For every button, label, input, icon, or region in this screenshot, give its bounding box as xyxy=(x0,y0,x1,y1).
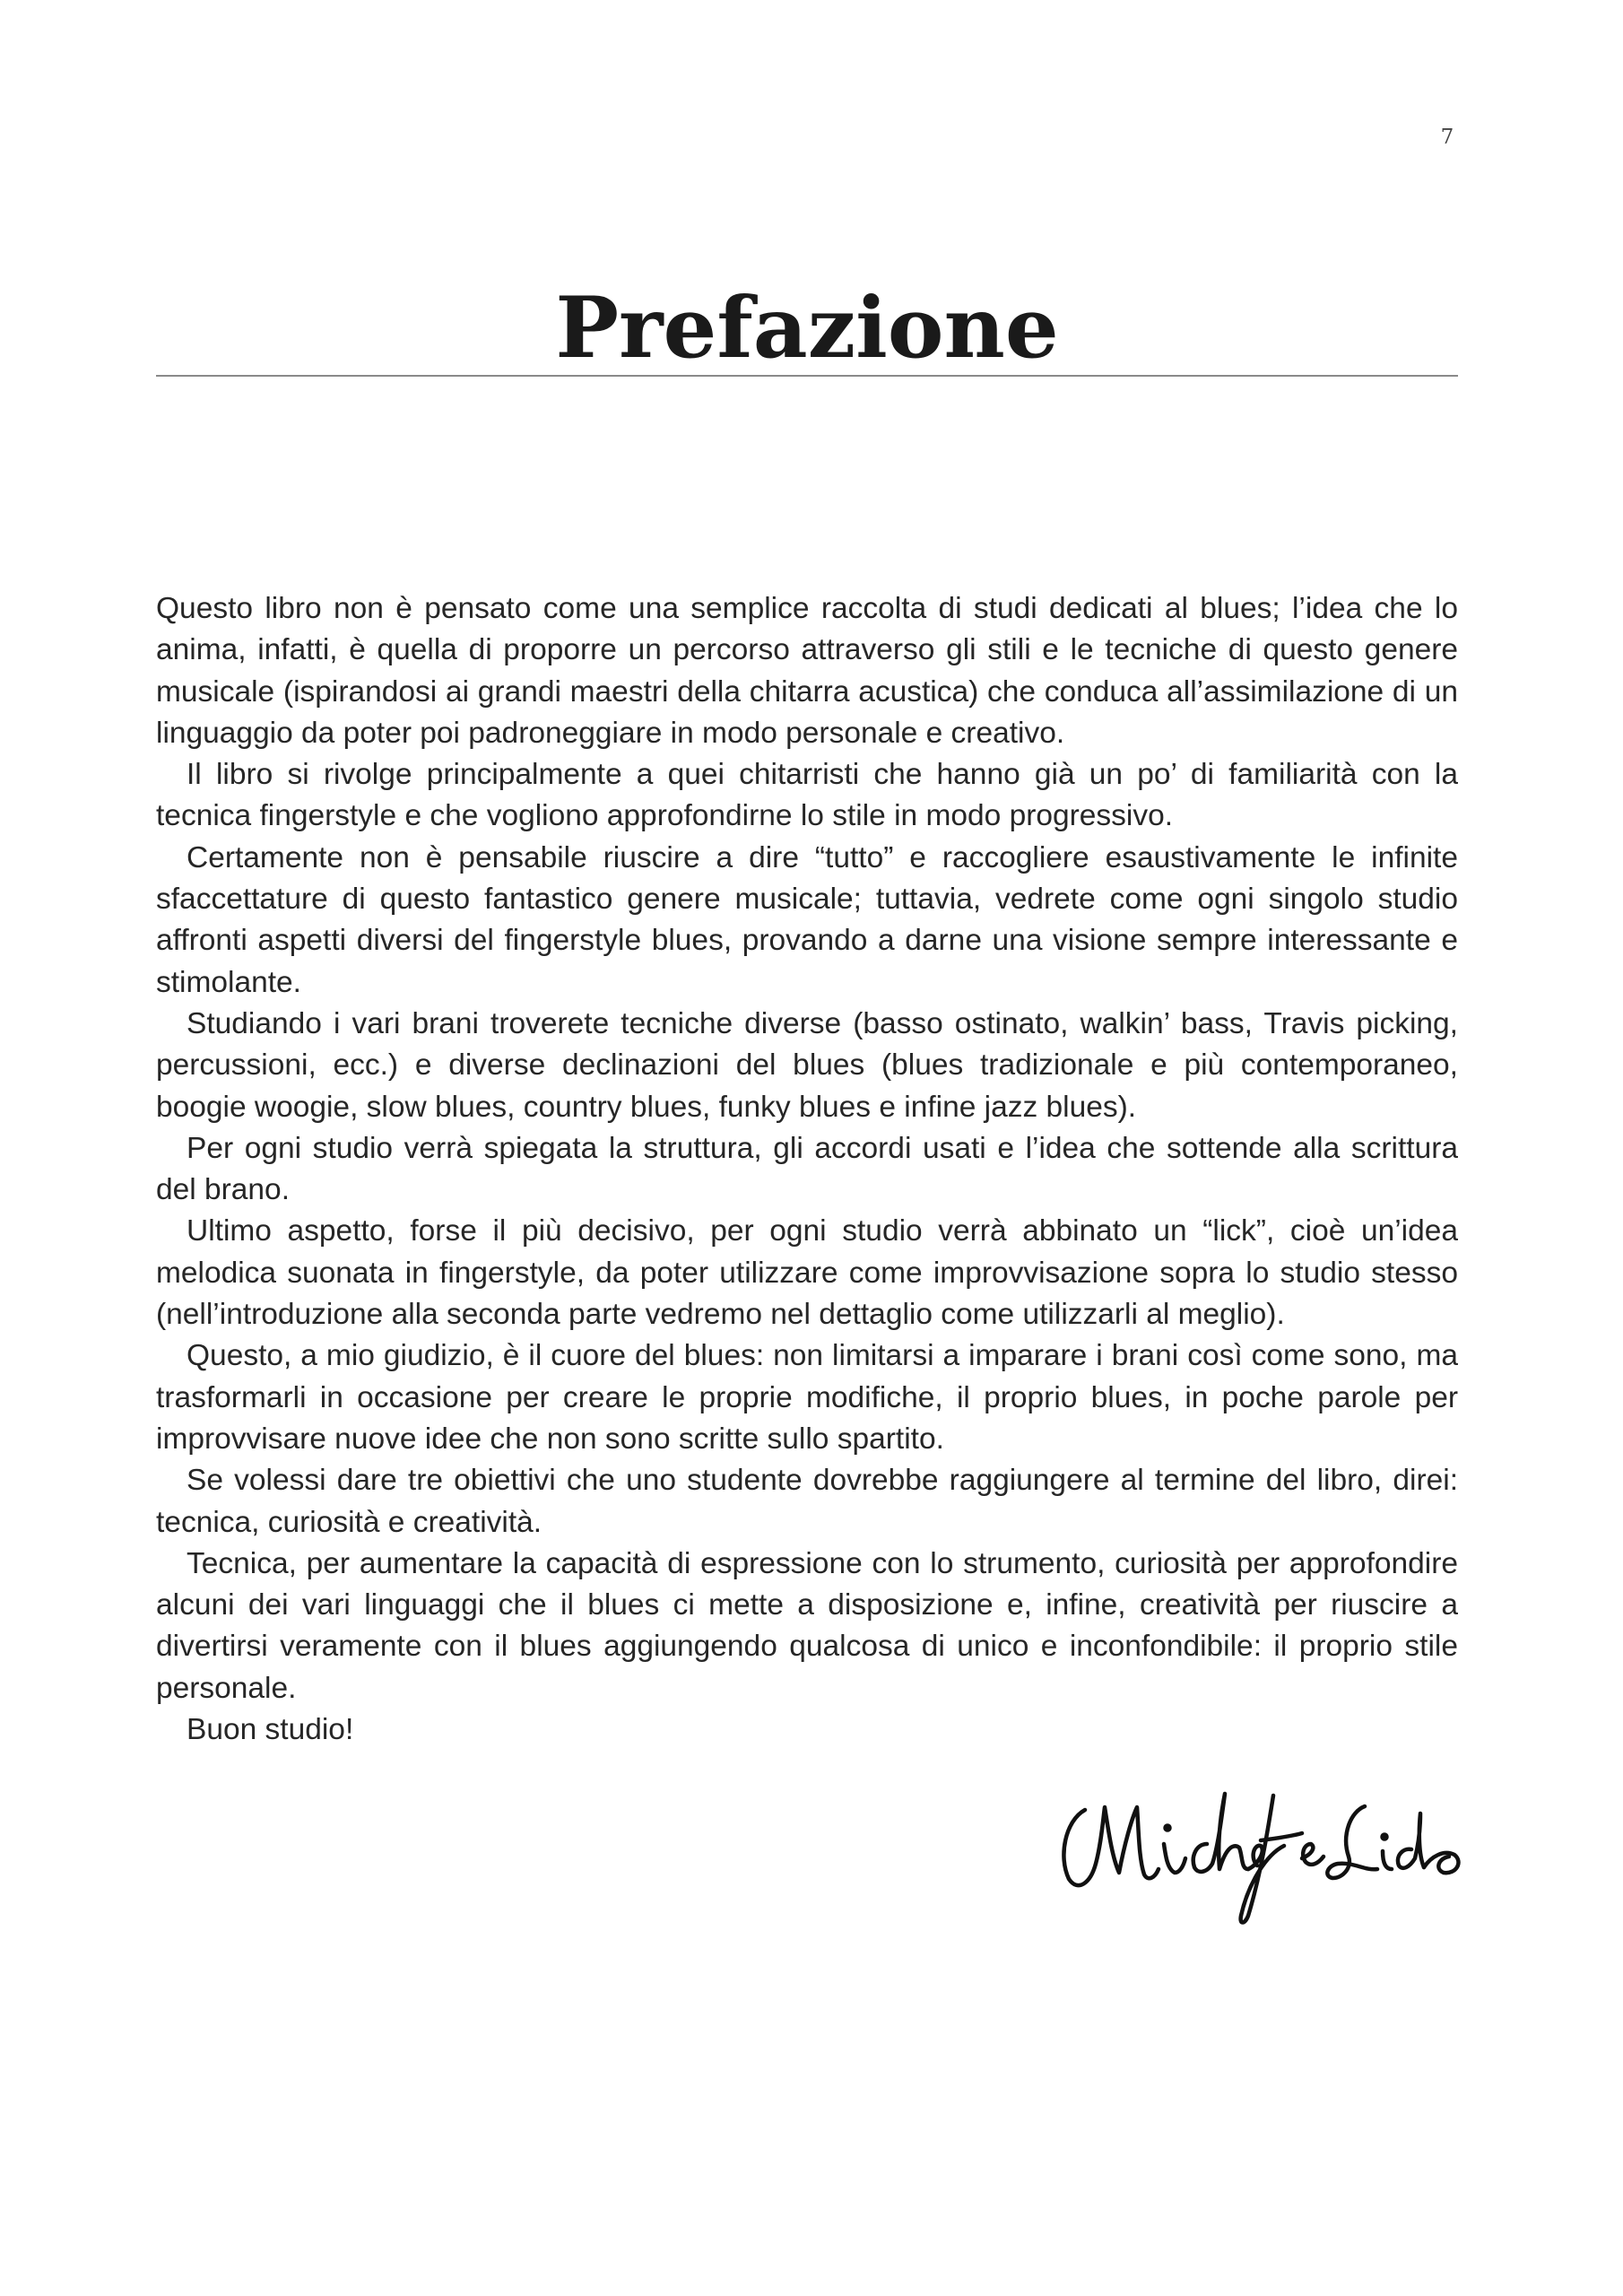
page-number: 7 xyxy=(1440,126,1454,149)
page-title: Prefazione xyxy=(555,279,1059,378)
paragraph-6: Ultimo aspetto, forse il più decisivo, per ogni studio verrà abbinato un “lick”, cioè un’idea melodica suonata in fingerstyle, da poter utilizzare come improvvisazione sopra lo studio stesso (nell’introduzione alla seconda parte vedremo nel dettaglio come utilizzarli al meglio). xyxy=(156,1214,1458,1332)
paragraph-9: Tecnica, per aumentare la capacità di espressione con lo strumento, curiosità per approfondire alcuni dei vari linguaggi che il blues ci mette a disposizione e, infine, creatività per riuscire a divertirsi veramente con il blues aggiungendo qualcosa di unico e inconfondibile: il proprio stile personale. xyxy=(156,1546,1458,1705)
paragraph-10: Buon studio! xyxy=(187,1713,354,1747)
handwritten-signature-icon xyxy=(1049,1758,1471,1928)
paragraph-2: Il libro si rivolge principalmente a quei chitarristi che hanno già un po’ di familiarità con la tecnica fingerstyle e che vogliono approfondirne lo stile in modo progressivo. xyxy=(156,758,1458,833)
paragraph-5: Per ogni studio verrà spiegata la struttura, gli accordi usati e l’idea che sottende alla scrittura del brano. xyxy=(156,1131,1458,1207)
title-underline xyxy=(156,375,1458,377)
paragraph-3: Certamente non è pensabile riuscire a dire “tutto” e raccogliere esaustivamente le infinite sfaccettature di questo fantastico genere musicale; tuttavia, vedrete come ogni singolo studio affronti aspetti diversi del fingerstyle blues, provando a darne una visione sempre interessante e stimolante. xyxy=(156,840,1458,999)
preface-body xyxy=(156,588,1458,1751)
paragraph-4: Studiando i vari brani troverete tecniche diverse (basso ostinato, walkin’ bass, Travis picking, percussioni, ecc.) e diverse declinazioni del blues (blues tradizionale e più contemporaneo, boogie woogie, slow blues, country blues, funky blues e infine jazz blues). xyxy=(156,1006,1458,1124)
paragraph-1: Questo libro non è pensato come una semplice raccolta di studi dedicati al blues; l’idea che lo anima, infatti, è quella di proporre un percorso attraverso gli stili e le tecniche di questo genere musicale (ispirandosi ai grandi maestri della chitarra acustica) che conduca all’assimilazione di un linguaggio da poter poi padroneggiare in modo personale e creativo. xyxy=(156,592,1458,750)
paragraph-7: Questo, a mio giudizio, è il cuore del blues: non limitarsi a imparare i brani così come sono, ma trasformarli in occasione per creare le proprie modifiche, il proprio blues, in poche parole per improvvisare nuove idee che non sono scritte sullo spartito. xyxy=(156,1339,1458,1456)
paragraph-8: Se volessi dare tre obiettivi che uno studente dovrebbe raggiungere al termine del libro, direi: tecnica, curiosità e creatività. xyxy=(156,1464,1458,1539)
